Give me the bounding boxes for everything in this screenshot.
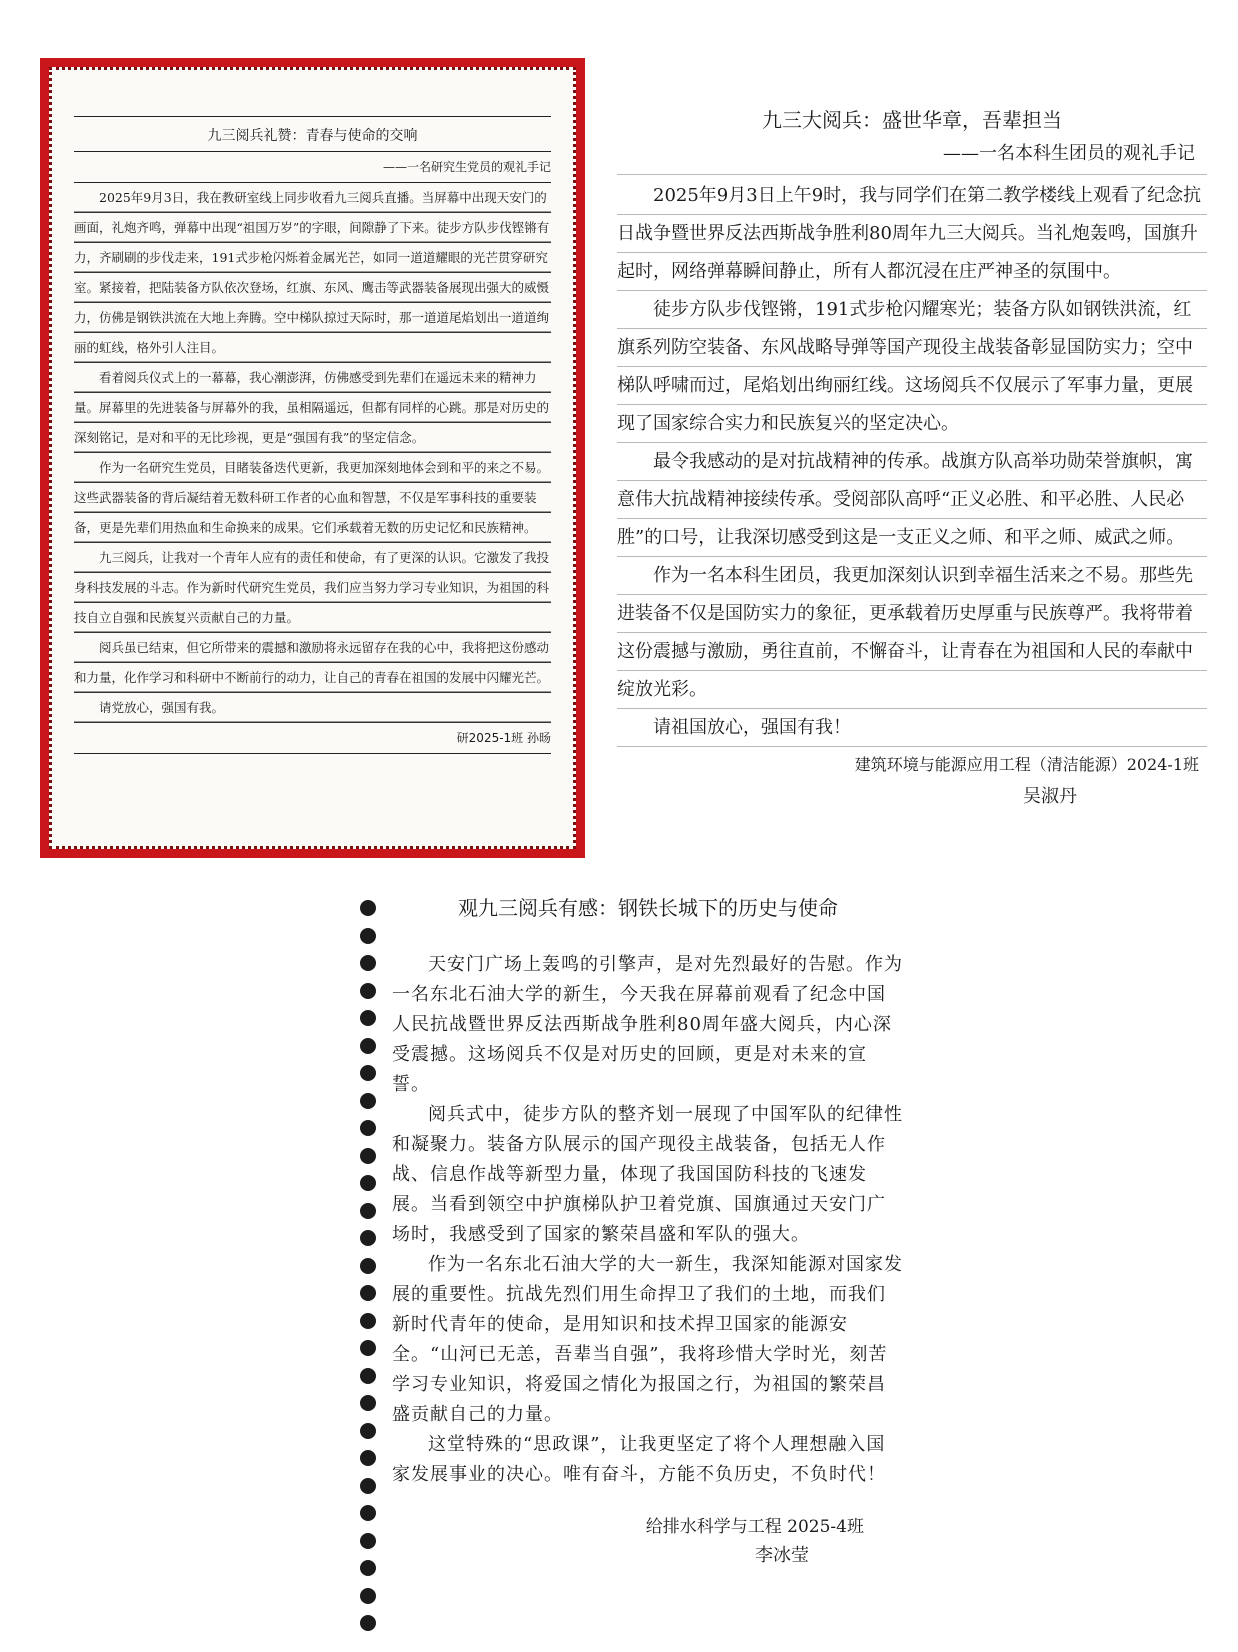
binding-hole-icon <box>360 1395 376 1411</box>
binding-hole-icon <box>360 1423 376 1439</box>
letter-3-paragraph: 阅兵式中，徒步方队的整齐划一展现了中国军队的纪律性和凝聚力。装备方队展示的国产现役主战装备，包括无人作战、信息作战等新型力量，体现了我国国防科技的飞速发展。当看到领空中护旗梯队护卫着党旗、国旗通过天安门广场时，我感受到了国家的繁荣昌盛和军队的强大。 <box>392 1104 903 1245</box>
letter-3-paragraph: 天安门广场上轰鸣的引擎声，是对先烈最好的告慰。作为一名东北石油大学的新生，今天我在屏幕前观看了纪念中国人民抗战暨世界反法西斯战争胜利80周年盛大阅兵，内心深受震撼。这场阅兵不仅是对历史的回顾，更是对未来的宣誓。 <box>392 954 903 1095</box>
letter-1-paragraph: 作为一名研究生党员，目睹装备迭代更新，我更加深刻地体会到和平的来之不易。这些武器装备的背后凝结着无数科研工作者的心血和智慧，不仅是军事科技的重要装备，更是先辈们用热血和生命换来的成果。它们承载着无数的历史记忆和民族精神。 <box>74 453 551 543</box>
spacer <box>392 1490 904 1512</box>
letter-3-notebook <box>352 880 912 1652</box>
letter-3-title: 观九三阅兵有感：钢铁长城下的历史与使命 <box>458 896 838 920</box>
letter-2-subtitle: ——一名本科生团员的观礼手记 <box>943 143 1195 164</box>
binding-hole-icon <box>360 1285 376 1301</box>
letter-1-paragraph: 请党放心，强国有我。 <box>74 693 551 723</box>
letter-3-paragraph: 作为一名东北石油大学的大一新生，我深知能源对国家发展的重要性。抗战先烈们用生命捍卫了我们的土地，而我们新时代青年的使命，是用知识和技术捍卫国家的能源安全。“山河已无恙，吾辈当自强”，我将珍惜大学时光，刻苦学习专业知识，将爱国之情化为报国之行，为祖国的繁荣昌盛贡献自己的力量。 <box>392 1254 903 1425</box>
letter-2-paragraph: 作为一名本科生团员，我更加深刻认识到幸福生活来之不易。那些先进装备不仅是国防实力的象征，更承载着历史厚重与民族尊严。我将带着这份震撼与激励，勇往直前，不懈奋斗，让青春在为祖国和人民的奉献中绽放光彩。 <box>617 557 1207 709</box>
letter-2-signature-class: 建筑环境与能源应用工程（清洁能源）2024-1班 <box>854 755 1199 774</box>
spiral-binding-holes <box>360 900 382 1640</box>
blank-rule <box>74 86 551 117</box>
binding-hole-icon <box>360 1120 376 1136</box>
letter-2-paragraph: 请祖国放心，强国有我！ <box>617 709 1207 747</box>
binding-hole-icon <box>360 1533 376 1549</box>
letter-3-content <box>392 888 904 1570</box>
binding-hole-icon <box>360 955 376 971</box>
binding-hole-icon <box>360 1148 376 1164</box>
binding-hole-icon <box>360 1478 376 1494</box>
binding-hole-icon <box>360 1175 376 1191</box>
binding-hole-icon <box>360 1065 376 1081</box>
letter-1-paragraph: 阅兵虽已结束，但它所带来的震撼和激励将永远留存在我的心中，我将把这份感动和力量，化作学习和科研中不断前行的动力，让自己的青春在祖国的发展中闪耀光芒。 <box>74 633 551 693</box>
binding-hole-icon <box>360 900 376 916</box>
binding-hole-icon <box>360 1615 376 1631</box>
binding-hole-icon <box>360 1313 376 1329</box>
letter-1-paragraph: 九三阅兵，让我对一个青年人应有的责任和使命，有了更深的认识。它激发了我投身科技发展的斗志。作为新时代研究生党员，我们应当努力学习专业知识，为祖国的科技自立自强和民族复兴贡献自己的力量。 <box>74 543 551 633</box>
binding-hole-icon <box>360 1203 376 1219</box>
binding-hole-icon <box>360 1505 376 1521</box>
letter-2-signature-name: 吴淑丹 <box>1023 786 1077 807</box>
letter-1-title: 九三阅兵礼赞：青春与使命的交响 <box>74 117 551 152</box>
binding-hole-icon <box>360 1230 376 1246</box>
binding-hole-icon <box>360 1093 376 1109</box>
letter-2-title: 九三大阅兵：盛世华章，吾辈担当 <box>762 108 1062 132</box>
binding-hole-icon <box>360 983 376 999</box>
binding-hole-icon <box>360 1450 376 1466</box>
letter-2-paper <box>617 100 1207 840</box>
letter-2-paragraph: 最令我感动的是对抗战精神的传承。战旗方队高举功勋荣誉旗帜，寓意伟大抗战精神接续传承。受阅部队高呼“正义必胜、和平必胜、人民必胜”的口号，让我深切感受到这是一支正义之师、和平之师、威武之师。 <box>617 443 1207 557</box>
divider <box>617 174 1207 175</box>
letter-3-signature-class: 给排水科学与工程 2025-4班 <box>645 1517 864 1537</box>
binding-hole-icon <box>360 1368 376 1384</box>
letter-3-signature-name: 李冰莹 <box>755 1545 809 1566</box>
letter-2-paragraph: 徒步方队步伐铿锵，191式步枪闪耀寒光；装备方队如钢铁洪流，红旗系列防空装备、东风战略导弹等国产现役主战装备彰显国防实力；空中梯队呼啸而过，尾焰划出绚丽红线。这场阅兵不仅展示了军事力量，更展现了国家综合实力和民族复兴的坚定决心。 <box>617 291 1207 443</box>
letter-1-red-border <box>40 58 585 858</box>
letter-1-paragraph: 2025年9月3日，我在教研室线上同步收看九三阅兵直播。当屏幕中出现天安门的画面，礼炮齐鸣，弹幕中出现“祖国万岁”的字眼，间隙静了下来。徒步方队步伐铿锵有力，齐刷刷的步伐走来，191式步枪闪烁着金属光芒，如同一道道耀眼的光芒贯穿研究室。紧接着，把陆装备方队依次登场，红旗、东风、鹰击等武器装备展现出强大的威慑力，仿佛是钢铁洪流在大地上奔腾。空中梯队掠过天际时，那一道道尾焰划出一道道绚丽的虹线，格外引人注目。 <box>74 183 551 363</box>
letter-1-paragraph: 看着阅兵仪式上的一幕幕，我心潮澎湃，仿佛感受到先辈们在遥远未来的精神力量。屏幕里的先进装备与屏幕外的我，虽相隔遥远，但都有同样的心跳。那是对历史的深刻铭记，是对和平的无比珍视，更是“强国有我”的坚定信念。 <box>74 363 551 453</box>
letter-3-paragraph: 这堂特殊的“思政课”，让我更坚定了将个人理想融入国家发展事业的决心。唯有奋斗，方能不负历史，不负时代！ <box>392 1434 886 1485</box>
binding-hole-icon <box>360 928 376 944</box>
binding-hole-icon <box>360 1258 376 1274</box>
binding-hole-icon <box>360 1560 376 1576</box>
letter-1-paper <box>49 67 576 849</box>
letter-1-signature: 研2025-1班 孙旸 <box>74 723 551 754</box>
letter-2-paragraph: 2025年9月3日上午9时，我与同学们在第二教学楼线上观看了纪念抗日战争暨世界反法西斯战争胜利80周年九三大阅兵。当礼炮轰鸣，国旗升起时，网络弹幕瞬间静止，所有人都沉浸在庄严神圣的氛围中。 <box>617 177 1207 291</box>
binding-hole-icon <box>360 1010 376 1026</box>
spacer <box>392 928 904 950</box>
letter-1-subtitle: ——一名研究生党员的观礼手记 <box>74 152 551 183</box>
binding-hole-icon <box>360 1038 376 1054</box>
binding-hole-icon <box>360 1588 376 1604</box>
binding-hole-icon <box>360 1340 376 1356</box>
